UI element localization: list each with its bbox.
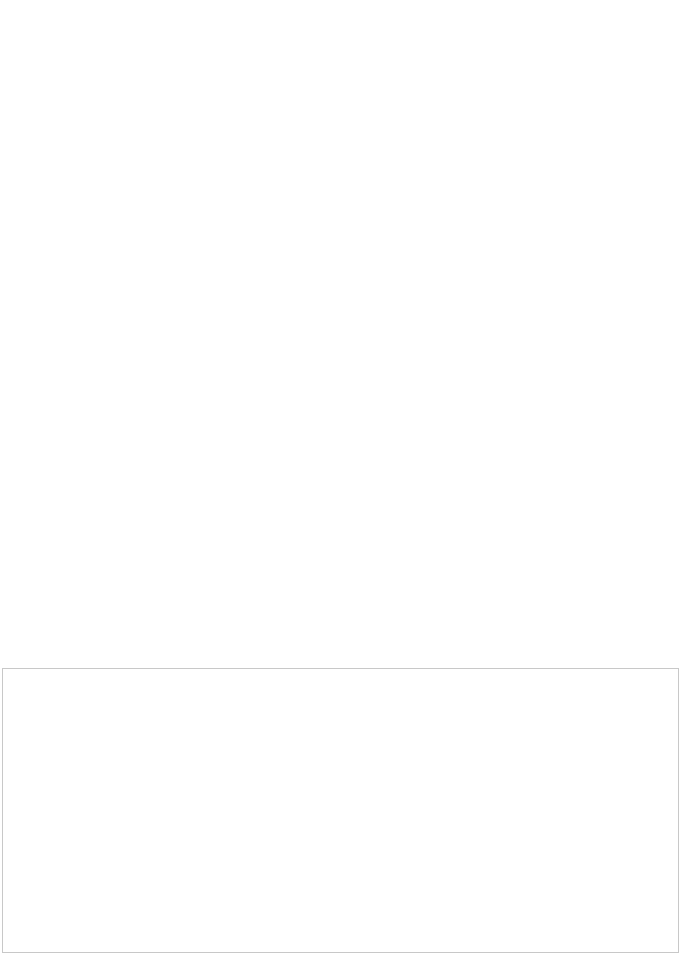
summary-chart-svg — [3, 669, 680, 954]
summary-bar-chart — [2, 668, 679, 953]
